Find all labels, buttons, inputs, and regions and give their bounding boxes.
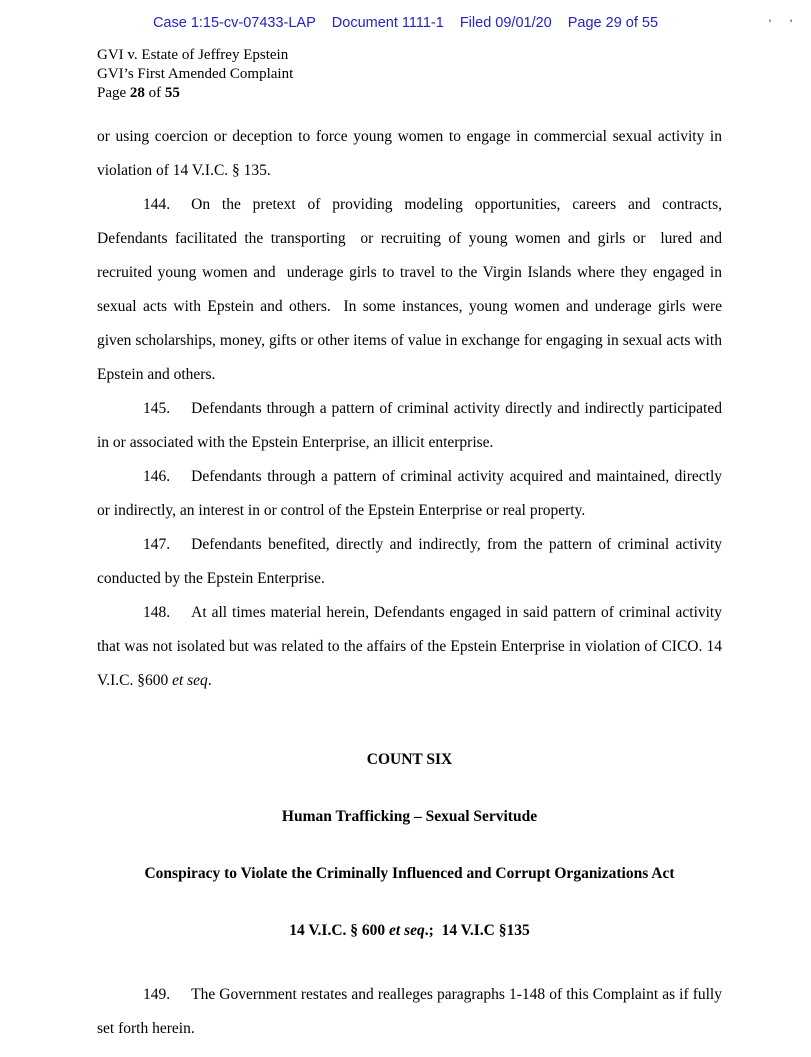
paragraph-147 — [97, 528, 726, 596]
document-body — [97, 120, 726, 1046]
paragraph-number: 147. — [143, 536, 171, 553]
paragraph-text: Defendants through a pattern of criminal activity directly and indirectly participated in or associated with the Epstein Enterprise, an illicit enterprise. — [97, 400, 726, 451]
count-six-heading — [97, 712, 722, 978]
paragraph-number: 145. — [143, 400, 171, 417]
paragraph-146 — [97, 460, 726, 528]
stamp-page-count: Page 29 of 55 — [567, 15, 659, 31]
stamp-case-number: Case 1:15-cv-07433-LAP — [152, 15, 316, 31]
header-doc-title: GVI’s First Amended Complaint — [97, 66, 294, 82]
heading-count-description: Conspiracy to Violate the Criminally Influenced and Corrupt Organizations Act — [144, 865, 675, 882]
heading-count-title: COUNT SIX — [366, 751, 453, 768]
paragraph-number: 146. — [143, 468, 171, 485]
paragraph-number: 144. — [143, 196, 171, 213]
scan-artifact-marks: ’ ’ — [767, 16, 793, 30]
paragraph-number: 148. — [143, 604, 171, 621]
header-case-title: GVI v. Estate of Jeffrey Epstein — [97, 47, 289, 63]
stamp-document-number: Document 1111-1 — [331, 15, 444, 31]
heading-count-subtitle: Human Trafficking – Sexual Servitude — [281, 808, 538, 825]
header-page-line — [97, 84, 811, 103]
paragraph-text-italic: et seq — [172, 672, 208, 689]
paragraph-number: 149. — [143, 986, 171, 1003]
court-filing-stamp — [0, 15, 811, 31]
paragraph-text: Defendants benefited, directly and indirectly, from the pattern of criminal activity conducted by the Epstein Enterprise. — [97, 536, 726, 587]
document-header — [97, 46, 811, 103]
paragraph-text: Defendants through a pattern of criminal activity acquired and maintained, directly or indirectly, an interest in or control of the Epstein Enterprise or real property. — [97, 468, 726, 519]
paragraph-145 — [97, 392, 726, 460]
paragraph-text: The Government restates and realleges paragraphs 1-148 of this Complaint as if fully set forth herein. — [97, 986, 726, 1037]
paragraph-continuation: or using coercion or deception to force young women to engage in commercial sexual activity in violation of 14 V.I.C. § 135. — [97, 128, 726, 179]
statute-part1: 14 V.I.C. § 600 — [289, 922, 390, 939]
paragraph-text-end: . — [207, 672, 212, 689]
paragraph-text: On the pretext of providing modeling opportunities, careers and contracts, Defendants facilitated the transporting or recruiting of young women and girls or lured and recruited young women and underage girls to travel to the Virgin Islands where they engaged in sexual acts with Epstein and others. In some instances, young women and underage girls were given scholarships, money, gifts or other items of value in exchange for engaging in sexual acts with Epstein and others. — [97, 196, 726, 383]
paragraph-144 — [97, 188, 726, 392]
statute-et-seq: et seq — [389, 922, 425, 939]
page-label: Page — [97, 85, 130, 101]
paragraph-text: At all times material herein, Defendants engaged in said pattern of criminal activity that was not isolated but was related to the affairs of the Epstein Enterprise in violation of CICO. 14 V.I.C. §600 — [97, 604, 726, 689]
paragraph-149 — [97, 978, 726, 1046]
page-total: 55 — [164, 85, 180, 101]
paragraph-148 — [97, 596, 726, 698]
heading-count-statute — [97, 921, 722, 940]
page-of-label: of — [144, 85, 165, 101]
statute-part2: .; 14 V.I.C §135 — [424, 922, 530, 939]
stamp-filed-date: Filed 09/01/20 — [459, 15, 552, 31]
page-number: 28 — [129, 85, 145, 101]
